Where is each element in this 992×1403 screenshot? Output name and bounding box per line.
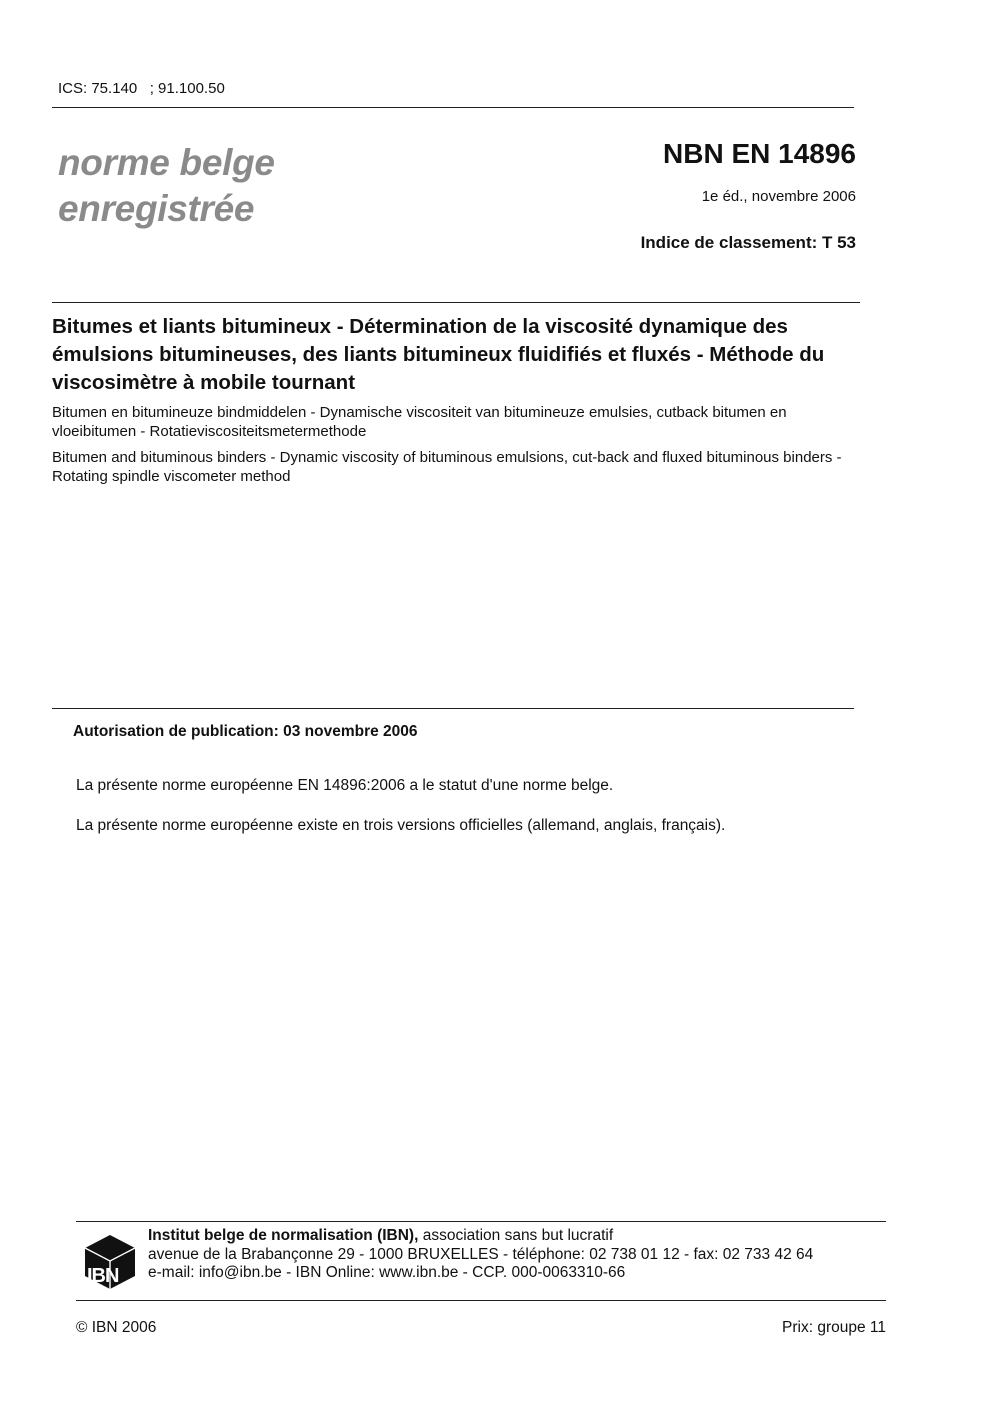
classification-index: Indice de classement: T 53: [640, 233, 856, 252]
versions-paragraph: La présente norme européenne existe en trois versions officielles (allemand, anglais, français).: [76, 817, 726, 834]
institute-contact: e-mail: info@ibn.be - IBN Online: www.ibn.be - CCP. 000-0063310-66: [148, 1264, 626, 1281]
institute-address: avenue de la Brabançonne 29 - 1000 BRUXELLES - téléphone: 02 738 01 12 - fax: 02 733 42 64: [148, 1245, 814, 1263]
footer-top-rule: [76, 1221, 886, 1222]
title-english: Bitumen and bituminous binders - Dynamic viscosity of bituminous emulsions, cut-back and fluxed bituminous binders - Rotating spindle viscometer method: [52, 449, 842, 485]
title-french: Bitumes et liants bitumineux - Détermination de la viscosité dynamique des émulsions bitumineuses, des liants bitumineux fluidifiés et fluxés - Méthode du viscosimètre à mobile tournant: [52, 315, 825, 394]
status-paragraph: La présente norme européenne EN 14896:2006 a le statut d'une norme belge.: [76, 777, 614, 794]
ibn-logo-text: IBN: [87, 1265, 119, 1287]
institute-info: [148, 1227, 813, 1283]
footer-bottom-rule: [76, 1300, 886, 1301]
institute-line: [148, 1227, 813, 1246]
institute-type: association sans but lucratif: [422, 1227, 614, 1244]
body-rule: [52, 708, 854, 709]
header-rule: [52, 107, 854, 108]
standard-code: NBN EN 14896: [663, 138, 856, 169]
norme-line-1: norme belge: [58, 142, 275, 183]
ibn-logo: [83, 1233, 137, 1291]
price-group: Prix: groupe 11: [782, 1319, 886, 1336]
title-dutch: Bitumen en bitumineuze bindmiddelen - Dynamische viscositeit van bitumineuze emulsies, cutback bitumen en vloeibitumen - Rotatieviscositeitsmetermethode: [52, 404, 787, 440]
ics-codes: ICS: 75.140 ; 91.100.50: [58, 80, 225, 97]
title-rule: [52, 302, 860, 303]
publication-authorisation: Autorisation de publication: 03 novembre 2006: [73, 723, 418, 740]
copyright: © IBN 2006: [76, 1319, 157, 1336]
norme-label: [58, 140, 275, 232]
norme-line-2: enregistrée: [58, 188, 255, 229]
edition: 1e éd., novembre 2006: [701, 188, 856, 205]
institute-name: Institut belge de normalisation (IBN),: [148, 1227, 419, 1244]
